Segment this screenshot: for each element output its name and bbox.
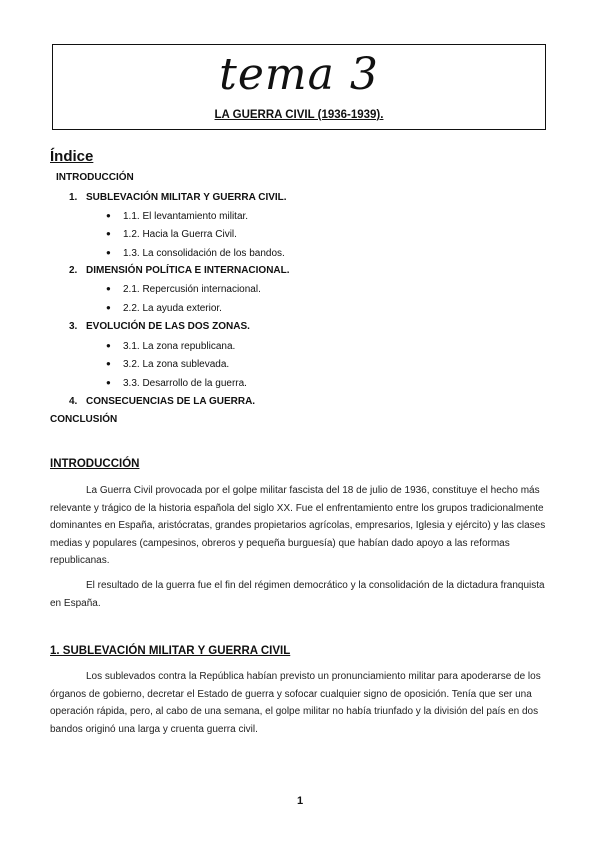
page-title: tema 3 — [219, 49, 379, 100]
toc-section-number: 3. — [69, 321, 78, 332]
toc-item — [106, 376, 247, 391]
toc-item — [106, 209, 248, 224]
section1-heading: 1. SUBLEVACIÓN MILITAR Y GUERRA CIVIL — [50, 645, 291, 657]
page-number: 1 — [296, 795, 304, 807]
toc-item — [106, 246, 285, 261]
toc-item — [106, 301, 222, 316]
intro-paragraph — [50, 482, 550, 570]
toc-section-3 — [69, 320, 250, 334]
intro-heading: INTRODUCCIÓN — [50, 458, 140, 470]
toc-item-label: 1.2. Hacia la Guerra Civil. — [123, 229, 237, 240]
bullet-icon: ● — [106, 211, 111, 220]
bullet-icon: ● — [106, 229, 111, 238]
toc-section-4 — [69, 395, 255, 409]
toc-item — [106, 227, 237, 242]
toc-heading: Índice — [50, 148, 94, 165]
toc-section-label: CONSECUENCIAS DE LA GUERRA. — [86, 396, 256, 407]
toc-item-label: 3.2. La zona sublevada. — [123, 359, 230, 370]
toc-item-label: 3.3. Desarrollo de la guerra. — [123, 378, 247, 389]
toc-item — [106, 282, 261, 297]
toc-section-number: 4. — [69, 396, 78, 407]
bullet-icon: ● — [106, 359, 111, 368]
toc-section-1 — [69, 191, 287, 205]
toc-section-2 — [69, 264, 290, 278]
bullet-icon: ● — [106, 378, 111, 387]
section1-paragraph — [50, 668, 550, 738]
bullet-icon: ● — [106, 284, 111, 293]
bullet-icon: ● — [106, 341, 111, 350]
toc-intro: INTRODUCCIÓN — [56, 172, 134, 183]
bullet-icon: ● — [106, 248, 111, 257]
paragraph-text: Los sublevados contra la República habían previsto un pronunciamiento militar para apoderarse de los órganos de gobierno, decretar el Estado de guerra y sofocar cualquier signo de oposición. Tenía que ser una operación rápida, pero, al cabo de una semana, el golpe militar no había triunfado y la división del país en dos bandos originó una larga y cruenta guerra civil. — [50, 671, 541, 735]
toc-item-label: 2.2. La ayuda exterior. — [123, 303, 222, 314]
toc-section-number: 1. — [69, 192, 78, 203]
title-box — [52, 44, 546, 130]
toc-section-label: EVOLUCIÓN DE LAS DOS ZONAS. — [86, 321, 250, 332]
toc-item-label: 1.3. La consolidación de los bandos. — [123, 248, 285, 259]
toc-section-label: SUBLEVACIÓN MILITAR Y GUERRA CIVIL. — [86, 192, 287, 203]
toc-section-number: 2. — [69, 265, 78, 276]
bullet-icon: ● — [106, 303, 111, 312]
toc-conclusion: CONCLUSIÓN — [50, 414, 118, 425]
paragraph-text: El resultado de la guerra fue el fin del régimen democrático y la consolidación de la dictadura franquista en España. — [50, 580, 545, 609]
toc-item-label: 3.1. La zona republicana. — [123, 341, 236, 352]
paragraph-text: La Guerra Civil provocada por el golpe militar fascista del 18 de julio de 1936, constituye el hecho más relevante y trágico de la historia española del siglo XX. Fue el enfrentamiento entre los grupos tradicionalmente dominantes en España, aristócratas, grandes propietarios agrícolas, empresarios, Iglesia y ejército) y las clases medias y populares (campesinos, obreros y pequeña burguesía) que habían dado apoyo a las reformas republicanas. — [50, 485, 546, 567]
toc-item-label: 2.1. Repercusión internacional. — [123, 284, 261, 295]
toc-item — [106, 357, 229, 372]
intro-paragraph — [50, 577, 550, 612]
toc-item-label: 1.1. El levantamiento militar. — [123, 211, 249, 222]
toc-section-label: DIMENSIÓN POLÍTICA E INTERNACIONAL. — [86, 265, 290, 276]
toc-item — [106, 339, 235, 354]
page-subtitle: LA GUERRA CIVIL (1936-1939). — [214, 109, 384, 121]
